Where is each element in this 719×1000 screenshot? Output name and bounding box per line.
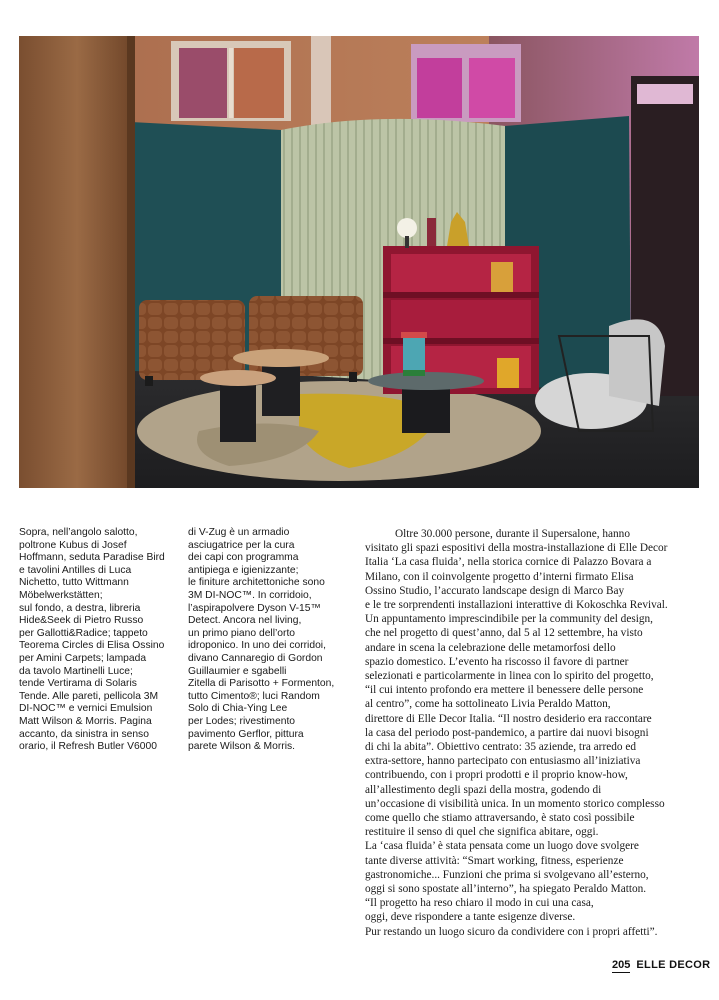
article-line: Oltre 30.000 persone, durante il Supersalone, hanno (395, 528, 630, 540)
caption-line: un primo piano dell’orto (188, 627, 296, 639)
caption-line: per Gallotti&Radice; tappeto (19, 627, 148, 639)
article-line: e le tre sorprendenti installazioni interattive di Kokoschka Revival. (365, 599, 668, 612)
article-line: andare in scena la celebrazione delle metamorfosi dello (365, 641, 616, 654)
caption-line: per Lodes; rivestimento (188, 715, 296, 727)
rug (137, 381, 541, 481)
article-line: Milano, con il coinvolgente progetto d’interni firmato Elisa (365, 570, 634, 583)
page-footer (612, 959, 710, 975)
caption-line: Matt Wilson & Morris. Pagina (19, 715, 152, 727)
caption-line: poltrone Kubus di Josef (19, 539, 127, 551)
caption-line: 3M DI-NOC™. In corridoio, (188, 589, 312, 601)
article-line: all’allestimento degli spazi della mostra, godendo di (365, 783, 602, 796)
caption-line: per Amini Carpets; lampada (19, 652, 147, 664)
caption-line: Sopra, nell’angolo salotto, (19, 527, 138, 538)
caption-line: antipiega e igienizzante; (188, 564, 299, 576)
caption-line: tutto Cimento®; luci Random (188, 690, 320, 702)
article-line: un’occasione di visibilità unica. In un momento storico complesso (365, 797, 665, 810)
article-line: gastronomiche... Funzioni che prima si svolgevano all’esterno, (365, 868, 649, 881)
caption-line: parete Wilson & Morris. (188, 741, 296, 753)
caption-line: idroponico. In uno dei corridoi, (188, 640, 326, 652)
caption-line: le finiture architettoniche sono (188, 577, 325, 589)
caption-line: da tavolo Martinelli Luce; (19, 665, 133, 677)
article-line: che nel progetto di quest’anno, dal 5 al 12 settembre, ha visto (365, 627, 643, 640)
caption-line: Hoffmann, seduta Paradise Bird (19, 552, 165, 564)
article-line: tante diverse attività: “Smart working, fitness, esperienze (365, 854, 624, 867)
caption-line: sul fondo, a destra, libreria (19, 602, 141, 614)
article-line: di chi la abita”. Obiettivo centrato: 35 aziende, tra arredo ed (365, 741, 637, 754)
article-line: extra-settore, hanno partecipato con entusiasmo all’iniziativa (365, 755, 641, 768)
caption-line: Möbelwerkstätten; (19, 589, 103, 601)
article-line: visitato gli spazi espositivi della mostra-installazione di Elle Decor (365, 542, 668, 555)
window-right (411, 44, 521, 122)
page-number: 205 (612, 959, 631, 971)
article-line: “Il progetto ha reso chiaro il modo in cui una casa, (365, 897, 594, 910)
caption-line: asciugatrice per la cura (188, 539, 295, 551)
article-body (365, 527, 700, 939)
article-line: oggi, deve rispondere a tante esigenze diverse. (365, 911, 576, 924)
article-line: contribuendo, con i propri prodotti e il proprio know-how, (365, 769, 628, 782)
article-line: Un appuntamento imprescindibile per la community del design, (365, 613, 654, 626)
caption-line: Nichetto, tutto Wittmann (19, 577, 129, 589)
caption-line: pavimento Gerflor, pittura (188, 728, 304, 740)
article-line: oggi si sono spostate all’interno”, ha spiegato Peraldo Matton. (365, 883, 647, 896)
caption-line: Zitella di Parisotto + Formenton, (188, 678, 335, 690)
caption-line: divano Cannaregio di Gordon (188, 652, 323, 664)
caption-line: Hide&Seek di Pietro Russo (19, 615, 144, 627)
photo-caption-left (19, 527, 177, 754)
room-photo (19, 36, 699, 488)
wood-column (19, 36, 135, 488)
article-line: “il cui intento profondo era mettere il benessere delle persone (365, 684, 644, 697)
window-left (171, 41, 291, 121)
photo-caption-right (188, 527, 348, 754)
caption-line: di V-Zug è un armadio (188, 527, 290, 538)
caption-line: Guillaumier e sgabelli (188, 665, 287, 677)
caption-line: tende Vertirama di Solaris (19, 678, 137, 690)
article-line: direttore di Elle Decor Italia. “Il nostro desiderio era raccontare (365, 712, 652, 725)
caption-line: DI-NOC™ e vernici Emulsion (19, 703, 153, 715)
article-line: Pur restando un luogo sicuro da condividere con i propri affetti”. (365, 925, 658, 938)
caption-line: Teorema Circles di Elisa Ossino (19, 640, 165, 652)
caption-line: accanto, da sinistra in senso (19, 728, 149, 740)
article-line: Italia ‘La casa fluida’, nella storica cornice di Palazzo Bovara a (365, 556, 652, 569)
caption-line: l’aspirapolvere Dyson V-15™ (188, 602, 321, 614)
caption-line: orario, il Refresh Butler V6000 (19, 741, 157, 753)
article-line: restituire il senso di quel che significa abitare, oggi. (365, 826, 599, 839)
table-lamp (397, 218, 417, 238)
article-line: al centro”, come ha sottolineato Livia Peraldo Matton, (365, 698, 611, 711)
article-line: la casa del periodo post-pandemico, a partire dai nuovi bisogni (365, 726, 649, 739)
magazine-name: ELLE DECOR (636, 959, 711, 971)
caption-line: e tavolini Antilles di Luca (19, 564, 132, 576)
article-line: Ossino Studio, l’accurato landscape design di Marco Bay (365, 584, 625, 597)
article-line: selezionati e particolarmente in linea con lo spirito del progetto, (365, 670, 654, 683)
article-line: La ‘casa fluida’ è stata pensata come un luogo dove svolgere (365, 840, 639, 853)
caption-line: Tende. Alle pareti, pellicola 3M (19, 690, 159, 702)
article-line: come quello che stiamo attraversando, è stato così possibile (365, 812, 635, 825)
colorful-stool (401, 332, 427, 376)
caption-line: Detect. Ancora nel living, (188, 615, 302, 627)
caption-line: Solo di Chia-Ying Lee (188, 703, 288, 715)
caption-line: dei capi con programma (188, 552, 299, 564)
article-line: spazio domestico. L’evento ha riscosso il favore di partner (365, 655, 629, 668)
